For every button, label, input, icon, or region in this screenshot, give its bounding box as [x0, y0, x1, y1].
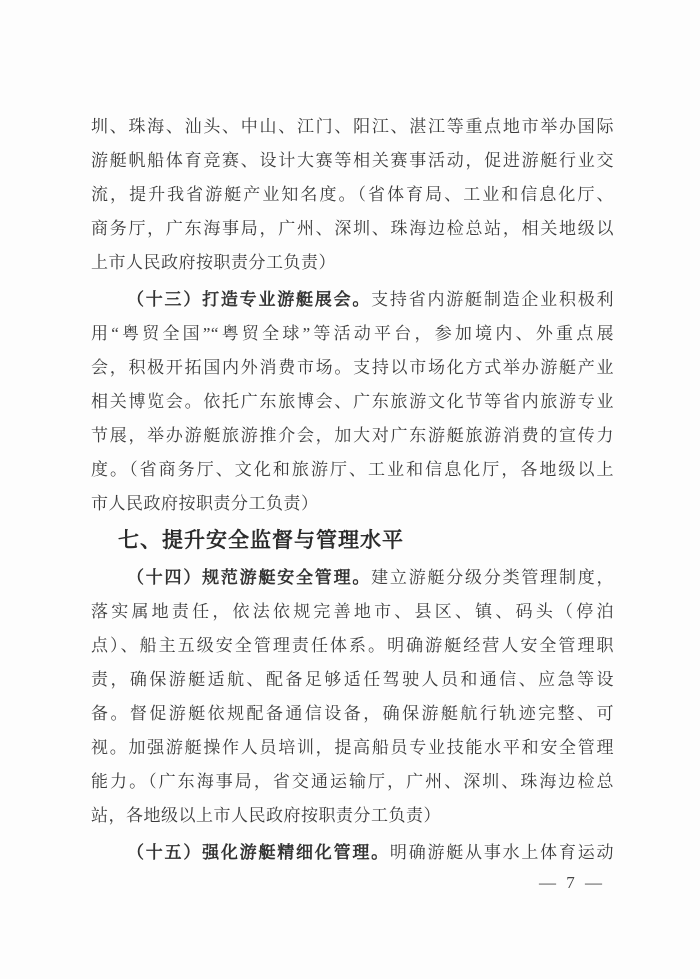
text-line: 用“粤贸全国”“粤贸全球”等活动平台，参加境内、外重点展 [91, 324, 614, 343]
document-body [91, 110, 614, 873]
paragraph-continuation [91, 110, 614, 280]
text-line: 流，提升我省游艇产业知名度。（省体育局、工业和信息化厅、 [91, 185, 614, 204]
page-number: — 7 — [539, 873, 605, 892]
text-line: 商务厅，广东海事局，广州、深圳、珠海边检总站，相关地级以 [91, 219, 614, 238]
text-line: 责，确保游艇适航、配备足够适任驾驶人员和通信、应急等设 [91, 670, 614, 689]
item-13-first-line-rest: 支持省内游艇制造企业积极利 [371, 290, 614, 309]
item-13-lead: （十三）打造专业游艇展会。 [127, 290, 372, 309]
text-line: 备。督促游艇依规配备通信设备，确保游艇航行轨迹完整、可 [91, 704, 614, 723]
text-line: 能力。（广东海事局，省交通运输厅，广州、深圳、珠海边检总 [91, 772, 614, 791]
text-line: 节展，举办游艇旅游推介会，加大对广东游艇旅游消费的宣传力 [91, 426, 614, 445]
item-14-first-line-rest: 建立游艇分级分类管理制度， [371, 568, 614, 587]
text-line: 圳、珠海、汕头、中山、江门、阳江、湛江等重点地市举办国际 [91, 117, 614, 136]
paragraph-item-15 [91, 836, 614, 870]
text-line: 上市人民政府按职责分工负责） [91, 253, 336, 272]
text-line: 视。加强游艇操作人员培训，提高船员专业技能水平和安全管理 [91, 738, 614, 757]
text-line [91, 283, 614, 317]
text-line: 落实属地责任，依法依规完善地市、县区、镇、码头（停泊 [91, 602, 614, 621]
paragraph-item-13 [91, 283, 614, 521]
text-line: 站，各地级以上市人民政府按职责分工负责） [91, 806, 441, 825]
text-line [91, 836, 614, 870]
item-15-lead: （十五）强化游艇精细化管理。 [127, 843, 390, 862]
text-line: 相关博览会。依托广东旅博会、广东旅游文化节等省内旅游专业 [91, 392, 614, 411]
text-line: 度。（省商务厅、文化和旅游厅、工业和信息化厅，各地级以上 [91, 460, 614, 479]
text-line: 市人民政府按职责分工负责） [91, 494, 319, 513]
item-15-first-line-rest: 明确游艇从事水上体育运动 [389, 843, 614, 862]
section-heading-7: 七、提升安全监督与管理水平 [118, 529, 404, 552]
paragraph-item-14 [91, 561, 614, 833]
text-line [91, 561, 614, 595]
text-line: 会，积极开拓国内外消费市场。支持以市场化方式举办游艇产业 [91, 358, 614, 377]
text-line: 点）、船主五级安全管理责任体系。明确游艇经营人安全管理职 [91, 636, 614, 655]
text-line: 游艇帆船体育竞赛、设计大赛等相关赛事活动，促进游艇行业交 [91, 151, 614, 170]
item-14-lead: （十四）规范游艇安全管理。 [127, 568, 372, 587]
